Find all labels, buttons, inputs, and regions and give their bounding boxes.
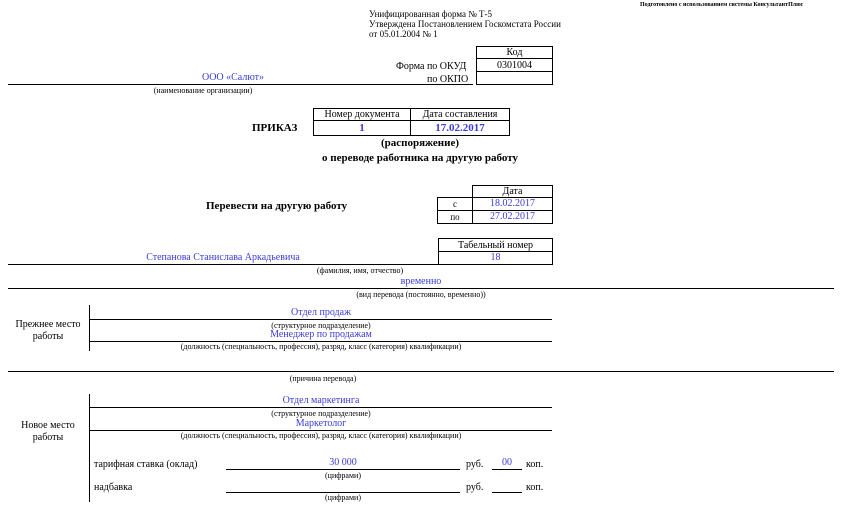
to-label-cell xyxy=(437,210,473,224)
from-label-cell xyxy=(437,197,473,211)
reason-caption: (причина перевода) xyxy=(289,374,357,383)
form-line-2: Утверждена Постановлением Госкомстата России xyxy=(369,19,561,29)
reason-line xyxy=(8,371,834,372)
code-header: Код xyxy=(506,47,523,58)
rate-label: тарифная ставка (оклад) xyxy=(94,459,198,470)
kop-line xyxy=(492,469,522,470)
rate-value: 30 000 xyxy=(329,457,357,468)
order-date: 17.02.2017 xyxy=(435,122,485,134)
kop-label: коп. xyxy=(526,459,544,470)
okud-value: 0301004 xyxy=(497,60,532,71)
previous-department: Отдел продаж xyxy=(291,307,351,318)
to-label: по xyxy=(450,212,460,222)
bonus-kop-line xyxy=(492,492,522,493)
previous-label-1: Прежнее место xyxy=(15,319,81,330)
employee-name-caption: (фамилия, имя, отчество) xyxy=(316,266,404,275)
organization-caption: (наименование организации) xyxy=(153,86,253,95)
bonus-label: надбавка xyxy=(94,482,133,493)
new-label-2: работы xyxy=(32,432,64,443)
new-department-caption: (структурное подразделение) xyxy=(271,409,371,418)
tab-header: Табельный номер xyxy=(457,240,534,251)
doc-number-header: Номер документа xyxy=(324,109,400,120)
transfer-date-header: Дата xyxy=(502,186,523,197)
new-label-1: Новое место xyxy=(21,420,75,431)
organization-line xyxy=(8,84,473,85)
previous-position: Менеджер по продажам xyxy=(270,329,372,340)
previous-department-line xyxy=(90,319,552,320)
from-value: 18.02.2017 xyxy=(490,198,535,209)
date-header: Дата составления xyxy=(422,109,498,120)
form-line-3: от 05.01.2004 № 1 xyxy=(369,29,438,39)
bonus-caption: (цифрами) xyxy=(325,493,361,502)
order-title: ПРИКАЗ xyxy=(252,122,298,134)
form-line-1: Унифицированная форма № Т-5 xyxy=(369,9,493,19)
to-value-cell xyxy=(472,210,553,224)
rate-rub-label: руб. xyxy=(466,459,484,470)
transfer-type-caption: (вид перевода (постоянно, временно)) xyxy=(356,290,486,299)
tab-number: 18 xyxy=(490,252,501,263)
okpo-cell xyxy=(476,71,553,85)
date-cell xyxy=(410,120,510,136)
okud-label: Форма по ОКУД xyxy=(396,61,467,72)
bonus-rub-label: руб. xyxy=(466,482,484,493)
transfer-label: Перевести на другую работу xyxy=(206,200,348,212)
employee-name-line xyxy=(8,264,438,265)
transfer-type: временно xyxy=(400,276,442,287)
doc-number-cell xyxy=(313,120,411,136)
previous-department-caption: (структурное подразделение) xyxy=(271,321,371,330)
previous-position-caption: (должность (специальность, профессия), разряд, класс (категория) квалификации) xyxy=(180,342,462,351)
order-subtitle: (распоряжение) xyxy=(380,137,459,149)
tab-header-cell xyxy=(438,238,553,252)
new-position: Маркетолог xyxy=(295,418,347,429)
kop-value: 00 xyxy=(502,457,512,468)
rate-caption: (цифрами) xyxy=(325,471,361,480)
employee-name: Степанова Станислава Аркадьевича xyxy=(146,252,300,263)
okud-cell xyxy=(476,58,553,72)
doc-number: 1 xyxy=(359,122,365,134)
from-value-cell xyxy=(472,197,553,211)
rate-line xyxy=(226,469,460,470)
consultant-note: Подготовлено с использованием системы КонсультантПлюс xyxy=(640,2,804,8)
tab-number-cell xyxy=(438,251,553,265)
to-value: 27.02.2017 xyxy=(490,211,535,222)
transfer-type-line xyxy=(8,288,834,289)
previous-label-2: работы xyxy=(32,331,64,342)
bonus-kop-label: коп. xyxy=(526,482,544,493)
from-label: с xyxy=(453,199,457,209)
new-position-caption: (должность (специальность, профессия), разряд, класс (категория) квалификации) xyxy=(180,431,462,440)
new-department-line xyxy=(90,407,552,408)
okpo-label: по ОКПО xyxy=(427,74,469,85)
new-department: Отдел маркетинга xyxy=(282,395,360,406)
order-subject: о переводе работника на другую работу xyxy=(322,152,518,164)
organization-name: ООО «Салют» xyxy=(201,72,265,83)
